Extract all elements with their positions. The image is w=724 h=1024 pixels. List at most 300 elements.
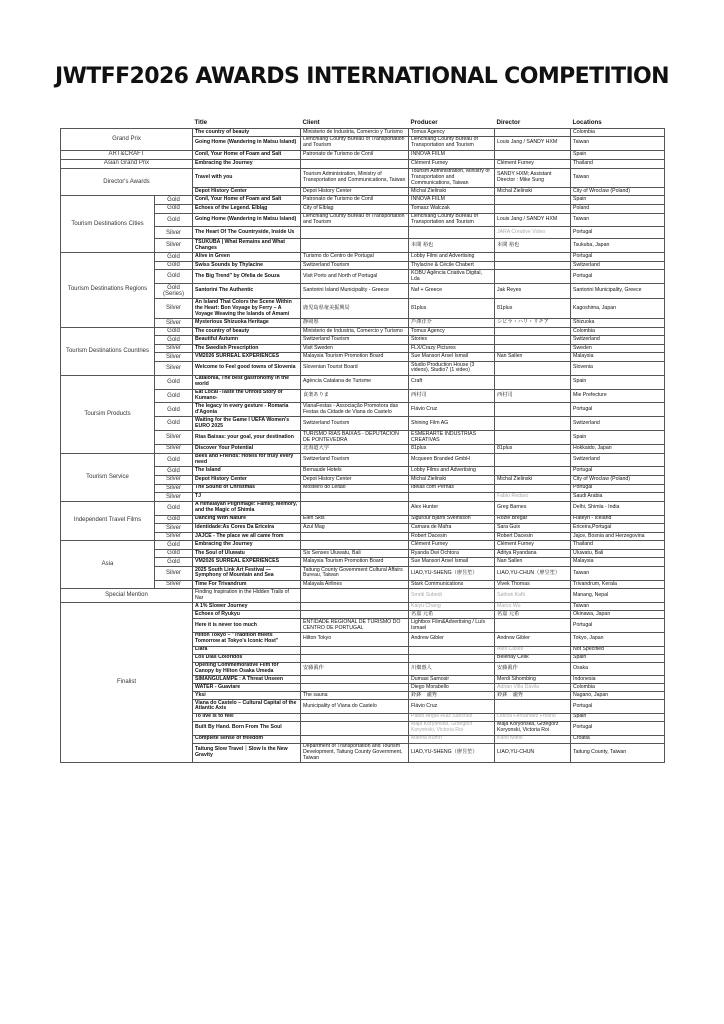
- location-cell: Hokkaido, Japan: [571, 444, 665, 453]
- title-cell: Hilton Tokyo – "Tradition meets Tomorrow at Tokyo's Iconic Host": [193, 632, 301, 646]
- title-cell: Swiss Sounds by Thylacine: [193, 261, 301, 270]
- location-cell: Mie Prefecture: [571, 389, 665, 403]
- table-row: [61, 327, 665, 336]
- title-cell: Echoes of the Legend. Elbląg: [193, 204, 301, 213]
- location-cell: Colombia: [571, 129, 665, 137]
- header-director: Director: [496, 119, 521, 127]
- location-cell: Malaysia: [571, 558, 665, 567]
- location-cell: Portugal: [571, 700, 665, 714]
- location-cell: Malaysia: [571, 353, 665, 362]
- table-row: [61, 589, 665, 603]
- producer-cell: 芦澤洋介: [409, 319, 495, 328]
- producer-cell: Mcqueen Branded GmbH: [409, 453, 495, 467]
- director-cell: Leticia Fernández Fresno: [495, 713, 571, 721]
- location-cell: Taiwan: [571, 136, 665, 150]
- client-cell: 鹿児島県奄美振興局: [301, 299, 409, 319]
- title-cell: Catalonia, The best gastronomy in the world: [193, 375, 301, 389]
- director-cell: SANDY HXM; Assistant Director : Mike Sung: [495, 168, 571, 188]
- director-cell: 81plus: [495, 444, 571, 453]
- producer-cell: Robert Dacesin: [409, 532, 495, 541]
- title-cell: Embracing the Journey: [193, 159, 301, 168]
- table-header-row: [61, 118, 665, 129]
- client-cell: Depot History Center: [301, 475, 409, 484]
- location-cell: Portugal: [571, 484, 665, 493]
- title-cell: Identidade:As Cores Da Ericeira: [193, 524, 301, 533]
- director-cell: [495, 403, 571, 417]
- director-cell: 西村司: [495, 389, 571, 403]
- title-cell: A Himalayan Pilgrimage: Family, Memory, and the Magic of Shimla: [193, 501, 301, 515]
- table-row: [61, 501, 665, 515]
- client-cell: Slovenian Tourist Board: [301, 362, 409, 376]
- director-cell: Jak Reyes: [495, 284, 571, 299]
- producer-cell: Camara de Mafra: [409, 524, 495, 533]
- client-cell: Bernaude Hotels: [301, 467, 409, 476]
- title-cell: Depot History Center: [193, 475, 301, 484]
- client-cell: Santorini Island Municipality - Greece: [301, 284, 409, 299]
- producer-cell: LIAO,YU-SHENG（廖昱笙）: [409, 567, 495, 581]
- producer-cell: Lobby Filmi and Advertising: [409, 253, 495, 262]
- client-cell: Municipality of Viana do Castelo: [301, 700, 409, 714]
- director-cell: LIAO,YU-CHUN（廖昱笙）: [495, 567, 571, 581]
- client-cell: Turismo do Centro de Portugal: [301, 253, 409, 262]
- title-cell: WATER - Guaviare: [193, 684, 301, 692]
- title-cell: Discover Your Potential: [193, 444, 301, 453]
- producer-cell: Maja Koryonska, Grzegorz Koryonski, Victoria Roi: [409, 721, 495, 735]
- director-cell: [495, 431, 571, 445]
- category-cell: Tourism Destinations Countries: [61, 327, 155, 375]
- title-cell: JAJCE - The place we all came from: [193, 532, 301, 541]
- table-row: [61, 375, 665, 389]
- director-cell: Nan Sallen: [495, 558, 571, 567]
- location-cell: Trivandrum, Kerala: [571, 580, 665, 589]
- director-cell: [495, 253, 571, 262]
- director-cell: Nan Sallen: [495, 353, 571, 362]
- producer-cell: Lienchiang County Bureau of Transportation and Tourism: [409, 136, 495, 150]
- table-row: [61, 541, 665, 550]
- page-title: JWTFF2026 AWARDS INTERNATIONAL COMPETITION: [55, 64, 669, 89]
- prize-cell: Gold: [155, 253, 193, 262]
- director-cell: Michal Zielinski: [495, 188, 571, 196]
- producer-cell: 鈴鉢 瀧秀: [409, 692, 495, 700]
- category-cell: Grand Prix: [61, 129, 193, 151]
- location-cell: City of Wroclaw (Poland): [571, 475, 665, 484]
- director-cell: Greg Barnes: [495, 501, 571, 515]
- director-cell: [495, 453, 571, 467]
- director-cell: Clément Furney: [495, 159, 571, 168]
- location-cell: Sweden: [571, 344, 665, 353]
- prize-cell: Silver: [155, 444, 193, 453]
- header-client: Client: [302, 119, 320, 127]
- client-cell: Elen Skis: [301, 515, 409, 524]
- director-cell: 本間 裕也: [495, 239, 571, 253]
- director-cell: Alex Cases: [495, 646, 571, 654]
- producer-cell: Diego Morabello: [409, 684, 495, 692]
- director-cell: [495, 129, 571, 137]
- producer-cell: Stark Communications: [409, 580, 495, 589]
- client-cell: Azul Mag: [301, 524, 409, 533]
- title-cell: The Heart Of The Countryside, Inside Us: [193, 227, 301, 239]
- title-cell: The legacy in every gesture - Romaria d'Agonia: [193, 403, 301, 417]
- prize-cell: Silver: [155, 431, 193, 445]
- title-cell: Beautiful Autumn: [193, 336, 301, 345]
- title-cell: Going Home (Wandering in Matsu Island): [193, 136, 301, 150]
- location-cell: Switzerland: [571, 336, 665, 345]
- producer-cell: FLX/Crazy Pictures: [409, 344, 495, 353]
- producer-cell: [409, 654, 495, 662]
- prize-cell: Gold: [155, 558, 193, 567]
- client-cell: Six Senses Uluwatu, Bali: [301, 549, 409, 558]
- title-cell: Santorini The Authentic: [193, 284, 301, 299]
- director-cell: Belenay Celik: [495, 654, 571, 662]
- producer-cell: 81plus: [409, 299, 495, 319]
- producer-cell: Kaiyu Chang: [409, 603, 495, 611]
- director-cell: [495, 417, 571, 431]
- director-cell: [495, 336, 571, 345]
- producer-cell: [409, 227, 495, 239]
- prize-cell: Gold: [155, 467, 193, 476]
- director-cell: シビラ・ハリ・リチア: [495, 319, 571, 328]
- location-cell: Switzerland: [571, 417, 665, 431]
- client-cell: Hilton Tokyo: [301, 632, 409, 646]
- location-cell: Thailand: [571, 541, 665, 550]
- director-cell: 名嘉 元希: [495, 611, 571, 619]
- client-cell: 静岡県: [301, 319, 409, 328]
- title-cell: Depot History Center: [193, 188, 301, 196]
- location-cell: Nagano, Japan: [571, 692, 665, 700]
- producer-cell: 本間 裕也: [409, 239, 495, 253]
- director-cell: Andrew Gibler: [495, 632, 571, 646]
- location-cell: Manang, Nepal: [571, 589, 665, 603]
- category-cell: Tourism Service: [61, 453, 155, 501]
- title-cell: An Island That Colors the Scene Within the Heart: Bon Voyage by Ferry – A Voyage Weaving the Islands of Amami: [193, 299, 301, 319]
- location-cell: Switzerland: [571, 453, 665, 467]
- category-cell: Director's Awards: [61, 168, 193, 196]
- director-cell: [495, 150, 571, 159]
- client-cell: Switzerland Tourism: [301, 453, 409, 467]
- director-cell: Louis Jang / SANDY HXM: [495, 136, 571, 150]
- producer-cell: INNOVA FIILM: [409, 150, 495, 159]
- location-cell: Spain: [571, 713, 665, 721]
- title-cell: Built By Hand. Born From The Soul: [193, 721, 301, 735]
- client-cell: Ministerio de Industria, Comercio y Turismo: [301, 327, 409, 336]
- title-cell: TSUKUBA | What Remains and What Changes: [193, 239, 301, 253]
- client-cell: [301, 159, 409, 168]
- location-cell: Shizuoka: [571, 319, 665, 328]
- title-cell: Waiting for the Game I UEFA Women's EURO 2025: [193, 417, 301, 431]
- director-cell: Merdi Sihombing: [495, 676, 571, 684]
- location-cell: Colombia: [571, 327, 665, 336]
- producer-cell: Clément Furney: [409, 159, 495, 168]
- title-cell: The Island: [193, 467, 301, 476]
- producer-cell: Clément Furney: [409, 541, 495, 550]
- director-cell: [495, 362, 571, 376]
- client-cell: [301, 532, 409, 541]
- prize-cell: Silver: [155, 239, 193, 253]
- producer-cell: Stories: [409, 336, 495, 345]
- director-cell: Clément Furney: [495, 541, 571, 550]
- client-cell: Malaysia Tourism Promotion Board: [301, 558, 409, 567]
- table-row: [61, 159, 665, 168]
- client-cell: [301, 541, 409, 550]
- location-cell: Portugal: [571, 227, 665, 239]
- client-cell: Taitung County Government Cultural Affairs Bureau, Taiwan: [301, 567, 409, 581]
- client-cell: Switzerland Tourism: [301, 417, 409, 431]
- location-cell: Okinawa, Japan: [571, 611, 665, 619]
- location-cell: Tokyo, Japan: [571, 632, 665, 646]
- client-cell: VianaFestas - Associação Promotora das Festas da Cidade de Viana do Castelo: [301, 403, 409, 417]
- location-cell: City of Wroclaw (Poland): [571, 188, 665, 196]
- prize-cell: Silver: [155, 484, 193, 493]
- prize-cell: Gold: [155, 204, 193, 213]
- title-cell: Finding Inspiration in the Hidden Trails of Nar: [193, 589, 301, 603]
- prize-cell: Silver: [155, 299, 193, 319]
- client-cell: Switzerland Tourism: [301, 336, 409, 345]
- location-cell: Spain: [571, 375, 665, 389]
- producer-cell: 西村司: [409, 389, 495, 403]
- producer-cell: Sigurður Bjarni Sveinsson: [409, 515, 495, 524]
- client-cell: [301, 239, 409, 253]
- title-cell: Time For Trivandrum: [193, 580, 301, 589]
- client-cell: ENTIDADE REGIONAL DE TURISMO DO CENTRO DE PORTUGAL: [301, 619, 409, 633]
- director-cell: [495, 484, 571, 493]
- location-cell: Spain: [571, 431, 665, 445]
- producer-cell: Studio Production House (3 videos), Studio7 (1 video): [409, 362, 495, 376]
- prize-cell: Gold: [155, 336, 193, 345]
- producer-cell: Tomasz Walczak: [409, 204, 495, 213]
- client-cell: Tourism Administration, Ministry of Transportation and Communications, Taiwan: [301, 168, 409, 188]
- producer-cell: Lightbox Film&Advertising / Luís Ismael: [409, 619, 495, 633]
- producer-cell: [409, 646, 495, 654]
- location-cell: Delhi, Shimla - India: [571, 501, 665, 515]
- title-cell: Going Home (Wandering in Matsu Island): [193, 213, 301, 227]
- producer-cell: 81plus: [409, 444, 495, 453]
- client-cell: [301, 493, 409, 502]
- location-cell: Spain: [571, 150, 665, 159]
- director-cell: [495, 270, 571, 284]
- director-cell: [495, 204, 571, 213]
- prize-cell: Silver: [155, 475, 193, 484]
- producer-cell: Andrew Gibler: [409, 632, 495, 646]
- director-cell: Marco Wu: [495, 603, 571, 611]
- prize-cell: Gold: [155, 501, 193, 515]
- prize-cell: Gold: [155, 403, 193, 417]
- producer-cell: Sue Mansori Arsel Ismail: [409, 353, 495, 362]
- client-cell: [301, 646, 409, 654]
- client-cell: 食楽ありま: [301, 389, 409, 403]
- title-cell: The Big Trend" by Ofelia de Souza: [193, 270, 301, 284]
- director-cell: Michal Zielinski: [495, 475, 571, 484]
- client-cell: Depot History Center: [301, 188, 409, 196]
- location-cell: Uluwatu, Bali: [571, 549, 665, 558]
- location-cell: Portugal: [571, 467, 665, 476]
- location-cell: Kagoshima, Japan: [571, 299, 665, 319]
- title-cell: VM2026 SURREAL EXPERIENCES: [193, 353, 301, 362]
- title-cell: Complete sense of freedom: [193, 735, 301, 743]
- title-cell: SIMANGULAMPE : A Threat Unseen: [193, 676, 301, 684]
- header-title: Title: [194, 119, 208, 127]
- location-cell: Spain: [571, 196, 665, 205]
- location-cell: Taiwan: [571, 567, 665, 581]
- client-cell: Visit Porto and North of Portugal: [301, 270, 409, 284]
- category-cell: Tourism Destinations Regions: [61, 253, 155, 328]
- prize-cell: Silver: [155, 344, 193, 353]
- director-cell: Sara Guix: [495, 524, 571, 533]
- location-cell: Taiwan: [571, 603, 665, 611]
- director-cell: [495, 196, 571, 205]
- location-cell: Taiwan: [571, 168, 665, 188]
- category-cell: ART&CRAFT: [61, 150, 193, 159]
- prize-cell: Gold: [155, 453, 193, 467]
- prize-cell: Gold: [155, 375, 193, 389]
- producer-cell: Flávio Cruz: [409, 403, 495, 417]
- location-cell: Poland: [571, 204, 665, 213]
- table-row: [61, 150, 665, 159]
- location-cell: Switzerland: [571, 261, 665, 270]
- director-cell: JARA Creative Video: [495, 227, 571, 239]
- title-cell: The Soul of Uluwatu: [193, 549, 301, 558]
- title-cell: TJ: [193, 493, 301, 502]
- table-row: [61, 603, 665, 611]
- director-cell: [495, 619, 571, 633]
- title-cell: Echoes of Ryukyu: [193, 611, 301, 619]
- client-cell: Ministerio de Industria, Comercio y Turismo: [301, 129, 409, 137]
- client-cell: TURISMO RIAS BAIXAS - DEPUTACIÓN DE PONTEVEDRA: [301, 431, 409, 445]
- prize-cell: Gold: [155, 549, 193, 558]
- title-cell: Los Dias Coloridos: [193, 654, 301, 662]
- prize-cell: Silver: [155, 580, 193, 589]
- title-cell: Viana do Castelo – Cultural Capital of the Atlantic Axis: [193, 700, 301, 714]
- category-cell: Special Mention: [61, 589, 193, 603]
- director-cell: Aditya Ryandana: [495, 549, 571, 558]
- prize-cell: Gold: [155, 389, 193, 403]
- client-cell: Visit Sweden: [301, 344, 409, 353]
- client-cell: Agència Catalana de Turisme: [301, 375, 409, 389]
- producer-cell: Craft: [409, 375, 495, 389]
- client-cell: [301, 603, 409, 611]
- director-cell: [495, 327, 571, 336]
- producer-cell: Michal Zielinski: [409, 475, 495, 484]
- location-cell: Osaka: [571, 662, 665, 676]
- client-cell: [301, 676, 409, 684]
- client-cell: [301, 611, 409, 619]
- title-cell: Opening Commemorative Film for Canopy by Hilton Osaka Umeda: [193, 662, 301, 676]
- title-cell: Travel with you: [193, 168, 301, 188]
- director-cell: Louis Jang / SANDY HXM: [495, 213, 571, 227]
- title-cell: Dancing With Nature: [193, 515, 301, 524]
- director-cell: Rožle Bregar: [495, 515, 571, 524]
- location-cell: Jajce, Bosnia and Herzegovina: [571, 532, 665, 541]
- title-cell: Liara: [193, 646, 301, 654]
- client-cell: Patronato de Turismo de Conil: [301, 150, 409, 159]
- director-cell: Kaito Mitok: [495, 735, 571, 743]
- prize-cell: Gold: [155, 515, 193, 524]
- client-cell: [301, 713, 409, 721]
- location-cell: Ericeira,Portugal: [571, 524, 665, 533]
- director-cell: LIAO,YU-CHUN: [495, 743, 571, 763]
- producer-cell: 川畑惠人: [409, 662, 495, 676]
- client-cell: The sauna: [301, 692, 409, 700]
- title-cell: 2025 South Link Art Festival — Symphony of Mountain and Sea: [193, 567, 301, 581]
- client-cell: Malayala Airlines: [301, 580, 409, 589]
- header-locations: Locations: [572, 119, 602, 127]
- client-cell: [301, 589, 409, 603]
- director-cell: Robert Dacesin: [495, 532, 571, 541]
- client-cell: 北海道大学: [301, 444, 409, 453]
- location-cell: Portugal: [571, 721, 665, 735]
- producer-cell: Shining Film AG: [409, 417, 495, 431]
- category-cell: Asia: [61, 541, 155, 589]
- title-cell: Embracing the Journey: [193, 541, 301, 550]
- prize-cell: Gold: [155, 270, 193, 284]
- producer-cell: Naf + Greece: [409, 284, 495, 299]
- location-cell: Croatia: [571, 735, 665, 743]
- location-cell: Not Specified: [571, 646, 665, 654]
- title-cell: To live is to feel: [193, 713, 301, 721]
- table-row: [61, 453, 665, 467]
- prize-cell: Silver: [155, 319, 193, 328]
- director-cell: Adrián Villa Dávila: [495, 684, 571, 692]
- producer-cell: Thylacine & Cécile Chabert: [409, 261, 495, 270]
- client-cell: City of Elbląg: [301, 204, 409, 213]
- client-cell: [301, 684, 409, 692]
- director-cell: 81plus: [495, 299, 571, 319]
- location-cell: Portugal: [571, 270, 665, 284]
- producer-cell: Michal Zielinski: [409, 188, 495, 196]
- prize-cell: Gold: [155, 417, 193, 431]
- producer-cell: Tomus Agency: [409, 327, 495, 336]
- prize-cell: Silver: [155, 362, 193, 376]
- producer-cell: Ideias com Pernas: [409, 484, 495, 493]
- location-cell: Thailand: [571, 159, 665, 168]
- location-cell: Indonesia: [571, 676, 665, 684]
- prize-cell: Silver: [155, 493, 193, 502]
- producer-cell: KOBU Agência Criativa Digital, Lda: [409, 270, 495, 284]
- producer-cell: Alex Hunter: [409, 501, 495, 515]
- prize-cell: Silver: [155, 353, 193, 362]
- producer-cell: Tomus Agency: [409, 129, 495, 137]
- location-cell: Colombia: [571, 684, 665, 692]
- producer-cell: Smriti Subedi: [409, 589, 495, 603]
- category-cell: Finalist: [61, 603, 193, 763]
- prize-cell: Gold: [155, 261, 193, 270]
- location-cell: Tsukuba, Japan: [571, 239, 665, 253]
- director-cell: [495, 467, 571, 476]
- producer-cell: ESMERARTE INDUSTRIAS CREATIVAS: [409, 431, 495, 445]
- client-cell: Switzerland Tourism: [301, 261, 409, 270]
- producer-cell: Sue Mansori Arsel Ismail: [409, 558, 495, 567]
- director-cell: Maja Koryonska, Grzegorz Koryonski, Victoria Roi: [495, 721, 571, 735]
- director-cell: [495, 261, 571, 270]
- prize-cell: Gold: [155, 541, 193, 550]
- producer-cell: Pablo Ángel Ruiz Sánchez: [409, 713, 495, 721]
- producer-cell: Lobby Films and Advertising: [409, 467, 495, 476]
- location-cell: Saudi Arabia: [571, 493, 665, 502]
- producer-cell: Flávio Cruz: [409, 700, 495, 714]
- table-row: [61, 168, 665, 188]
- title-cell: Eat Local -Taste the Unfold Story of Kumano-: [193, 389, 301, 403]
- prize-cell: Silver: [155, 567, 193, 581]
- header-producer: Producer: [410, 119, 438, 127]
- location-cell: Spain: [571, 654, 665, 662]
- title-cell: Alive in Green: [193, 253, 301, 262]
- category-cell: Independent Travel Films: [61, 501, 155, 541]
- location-cell: Taitung County, Taiwan: [571, 743, 665, 763]
- client-cell: [301, 735, 409, 743]
- prize-cell: Gold: [155, 327, 193, 336]
- client-cell: Mosteiro do Leitão: [301, 484, 409, 493]
- prize-cell: Silver: [155, 227, 193, 239]
- title-cell: Rías Baixas: your goal, your destination: [193, 431, 301, 445]
